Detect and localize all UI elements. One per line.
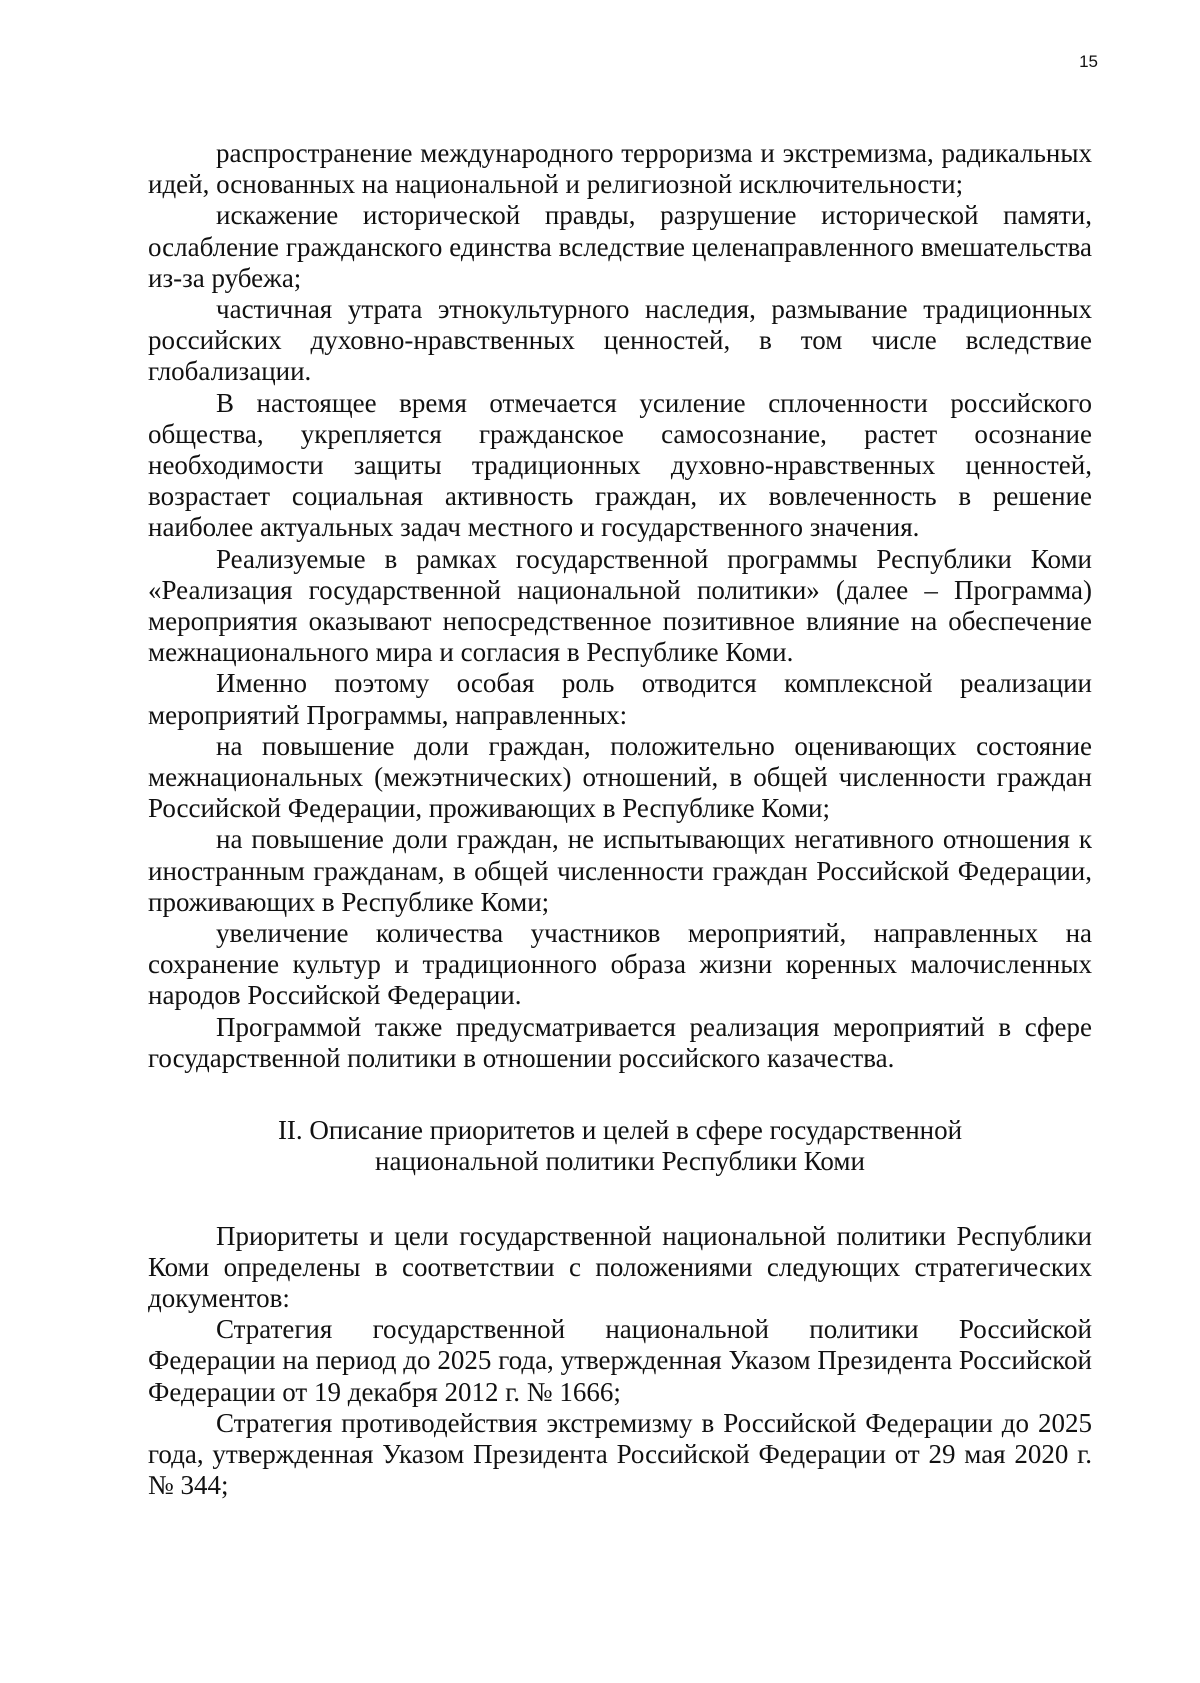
- paragraph-priorities: Приоритеты и цели государственной национальной политики Республики Коми определены в соответствии с положениями следующих стратегических документов:: [148, 1220, 1092, 1313]
- paragraph-strategy-extremism: Стратегия противодействия экстремизму в Российской Федерации до 2025 года, утвержденная Указом Президента Российской Федерации от 29 мая 2020 г. № 344;: [148, 1407, 1092, 1501]
- paragraph-goal-foreigners: на повышение доли граждан, не испытывающих негативного отношения к иностранным гражданам, в общей численности граждан Российской Федерации, проживающих в Республике Коми;: [148, 824, 1092, 917]
- section-heading-line-2: национальной политики Республики Коми: [375, 1146, 865, 1177]
- paragraph-strategy-national-policy: Стратегия государственной национальной политики Российской Федерации на период до 2025 года, утвержденная Указом Президента Российской Федерации от 19 декабря 2012 г. № 1666;: [148, 1314, 1092, 1407]
- document-body: [148, 138, 1092, 1501]
- paragraph-threat-history: искажение исторической правды, разрушение исторической памяти, ослабление гражданского единства вследствие целенаправленного вмешательства из-за рубежа;: [148, 200, 1092, 293]
- section-heading: [148, 1115, 1092, 1177]
- section-heading-line-1: II. Описание приоритетов и целей в сфере государственной: [277, 1115, 963, 1146]
- paragraph-cohesion: В настоящее время отмечается усиление сплоченности российского общества, укрепляется гражданское самосознание, растет осознание необходимости защиты традиционных духовно-нравственных ценностей, возрастает социальная активность граждан, их вовлеченность в решение наиболее актуальных задач местного и государственного значения.: [148, 387, 1092, 543]
- paragraph-program-role: Именно поэтому особая роль отводится комплексной реализации мероприятий Программы, направленных:: [148, 668, 1092, 730]
- paragraph-goal-interethnic: на повышение доли граждан, положительно оценивающих состояние межнациональных (межэтнических) отношений, в общей численности граждан Российской Федерации, проживающих в Республике Коми;: [148, 730, 1092, 824]
- page-number: 15: [1079, 52, 1098, 71]
- paragraph-threat-heritage: частичная утрата этнокультурного наследия, размывание традиционных российских духовно-нравственных ценностей, в том числе вследствие глобализации.: [148, 294, 1092, 387]
- paragraph-cossacks: Программой также предусматривается реализация мероприятий в сфере государственной политики в отношении российского казачества.: [148, 1011, 1092, 1073]
- paragraph-threat-terrorism: распространение международного терроризма и экстремизма, радикальных идей, основанных на национальной и религиозной исключительности;: [148, 138, 1092, 200]
- paragraph-goal-indigenous: увеличение количества участников мероприятий, направленных на сохранение культур и традиционного образа жизни коренных малочисленных народов Российской Федерации.: [148, 918, 1092, 1011]
- paragraph-program-influence: Реализуемые в рамках государственной программы Республики Коми «Реализация государственной национальной политики» (далее – Программа) мероприятия оказывают непосредственное позитивное влияние на обеспечение межнационального мира и согласия в Республике Коми.: [148, 543, 1092, 668]
